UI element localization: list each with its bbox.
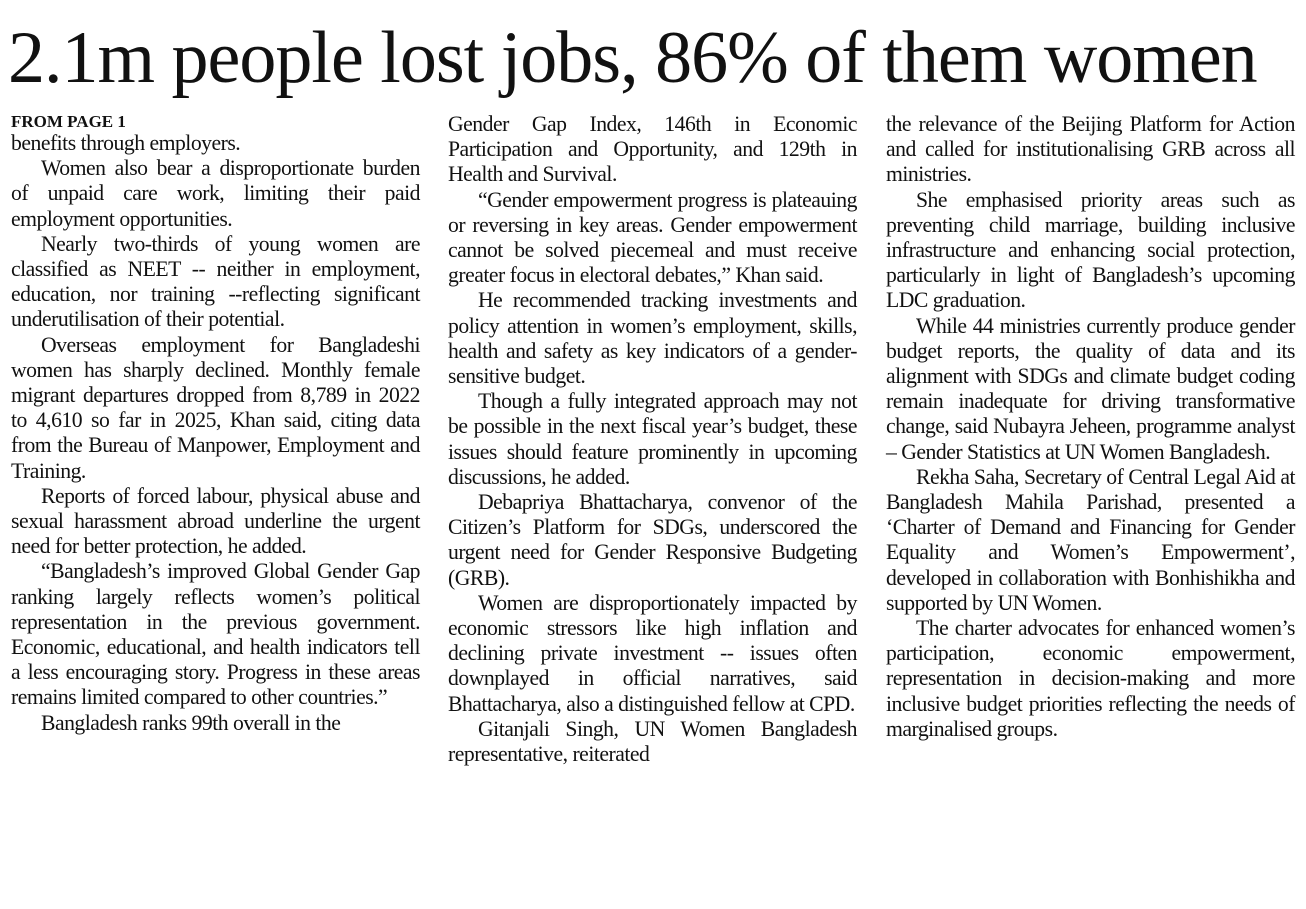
paragraph: “Bangladesh’s improved Global Gender Gap ranking largely reflects women’s political representation in the previous government. Economic, educational, and health indicators tell a less encouraging story. Progress in these areas remains limited compared to other countries.”: [11, 559, 420, 710]
paragraph: Women are disproportionately impacted by economic stressors like high inflation and declining private investment -- issues often downplayed in official narratives, said Bhattacharya, also a distinguished fellow at CPD.: [448, 590, 857, 716]
paragraph: Bangladesh ranks 99th overall in the: [41, 710, 341, 735]
paragraph: The charter advocates for enhanced women’s participation, economic empowerment, representation in decision-making and more inclusive budget priorities reflecting the needs of marginalised groups.: [886, 616, 1295, 741]
paragraph: Though a fully integrated approach may not be possible in the next fiscal year’s budget, these issues should feature prominently in upcoming discussions, he added.: [448, 389, 857, 489]
headline: 2.1m people lost jobs, 86% of them women: [8, 17, 1257, 99]
paragraph: He recommended tracking investments and policy attention in women’s employment, skills, health and safety as key indicators of a gender-sensitive budget.: [448, 288, 857, 389]
paragraph: benefits through employers.: [11, 131, 241, 155]
paragraph: Overseas employment for Bangladeshi women has sharply declined. Monthly female migrant departures dropped from 8,789 in 2022 to 4,610 so far in 2025, Khan said, citing data from the Bureau of Manpower, Employment and Training.: [11, 332, 420, 483]
paragraph: Gitanjali Singh, UN Women Bangladesh representative, reiterated: [448, 716, 857, 767]
continuation-kicker: FROM PAGE 1: [11, 112, 126, 131]
paragraph: Reports of forced labour, physical abuse and sexual harassment abroad underline the urgent need for better protection, he added.: [11, 483, 420, 559]
paragraph: Rekha Saha, Secretary of Central Legal Aid at Bangladesh Mahila Parishad, presented a ‘Charter of Demand and Financing for Gender Equality and Women’s Empowerment’, developed in collaboration with Bonhishikha and supported by UN Women.: [886, 464, 1295, 615]
paragraph: Nearly two-thirds of young women are classified as NEET -- neither in employment, education, nor training --reflecting significant underutilisation of their potential.: [11, 231, 420, 332]
paragraph: She emphasised priority areas such as preventing child marriage, building inclusive infrastructure and enhancing social protection, particularly in light of Bangladesh’s upcoming LDC graduation.: [886, 187, 1295, 313]
paragraph: Debapriya Bhattacharya, convenor of the Citizen’s Platform for SDGs, underscored the urgent need for Gender Responsive Budgeting (GRB).: [448, 490, 857, 590]
paragraph: Gender Gap Index, 146th in Economic Participation and Opportunity, and 129th in Health and Survival.: [448, 112, 857, 187]
paragraph: While 44 ministries currently produce gender budget reports, the quality of data and its alignment with SDGs and climate budget coding remain inadequate for driving transformative change, said Nubayra Jeheen, programme analyst – Gender Statistics at UN Women Bangladesh.: [886, 313, 1295, 464]
article-column-1: [11, 112, 420, 736]
paragraph: “Gender empowerment progress is plateauing or reversing in key areas. Gender empowerment cannot be solved piecemeal and must receive greater focus in electoral debates,” Khan said.: [448, 187, 857, 288]
article-column-3: [886, 112, 1295, 742]
article-column-2: [448, 112, 857, 767]
paragraph: Women also bear a disproportionate burden of unpaid care work, limiting their paid employment opportunities.: [11, 156, 420, 231]
paragraph: the relevance of the Beijing Platform for Action and called for institutionalising GRB across all ministries.: [886, 112, 1295, 187]
